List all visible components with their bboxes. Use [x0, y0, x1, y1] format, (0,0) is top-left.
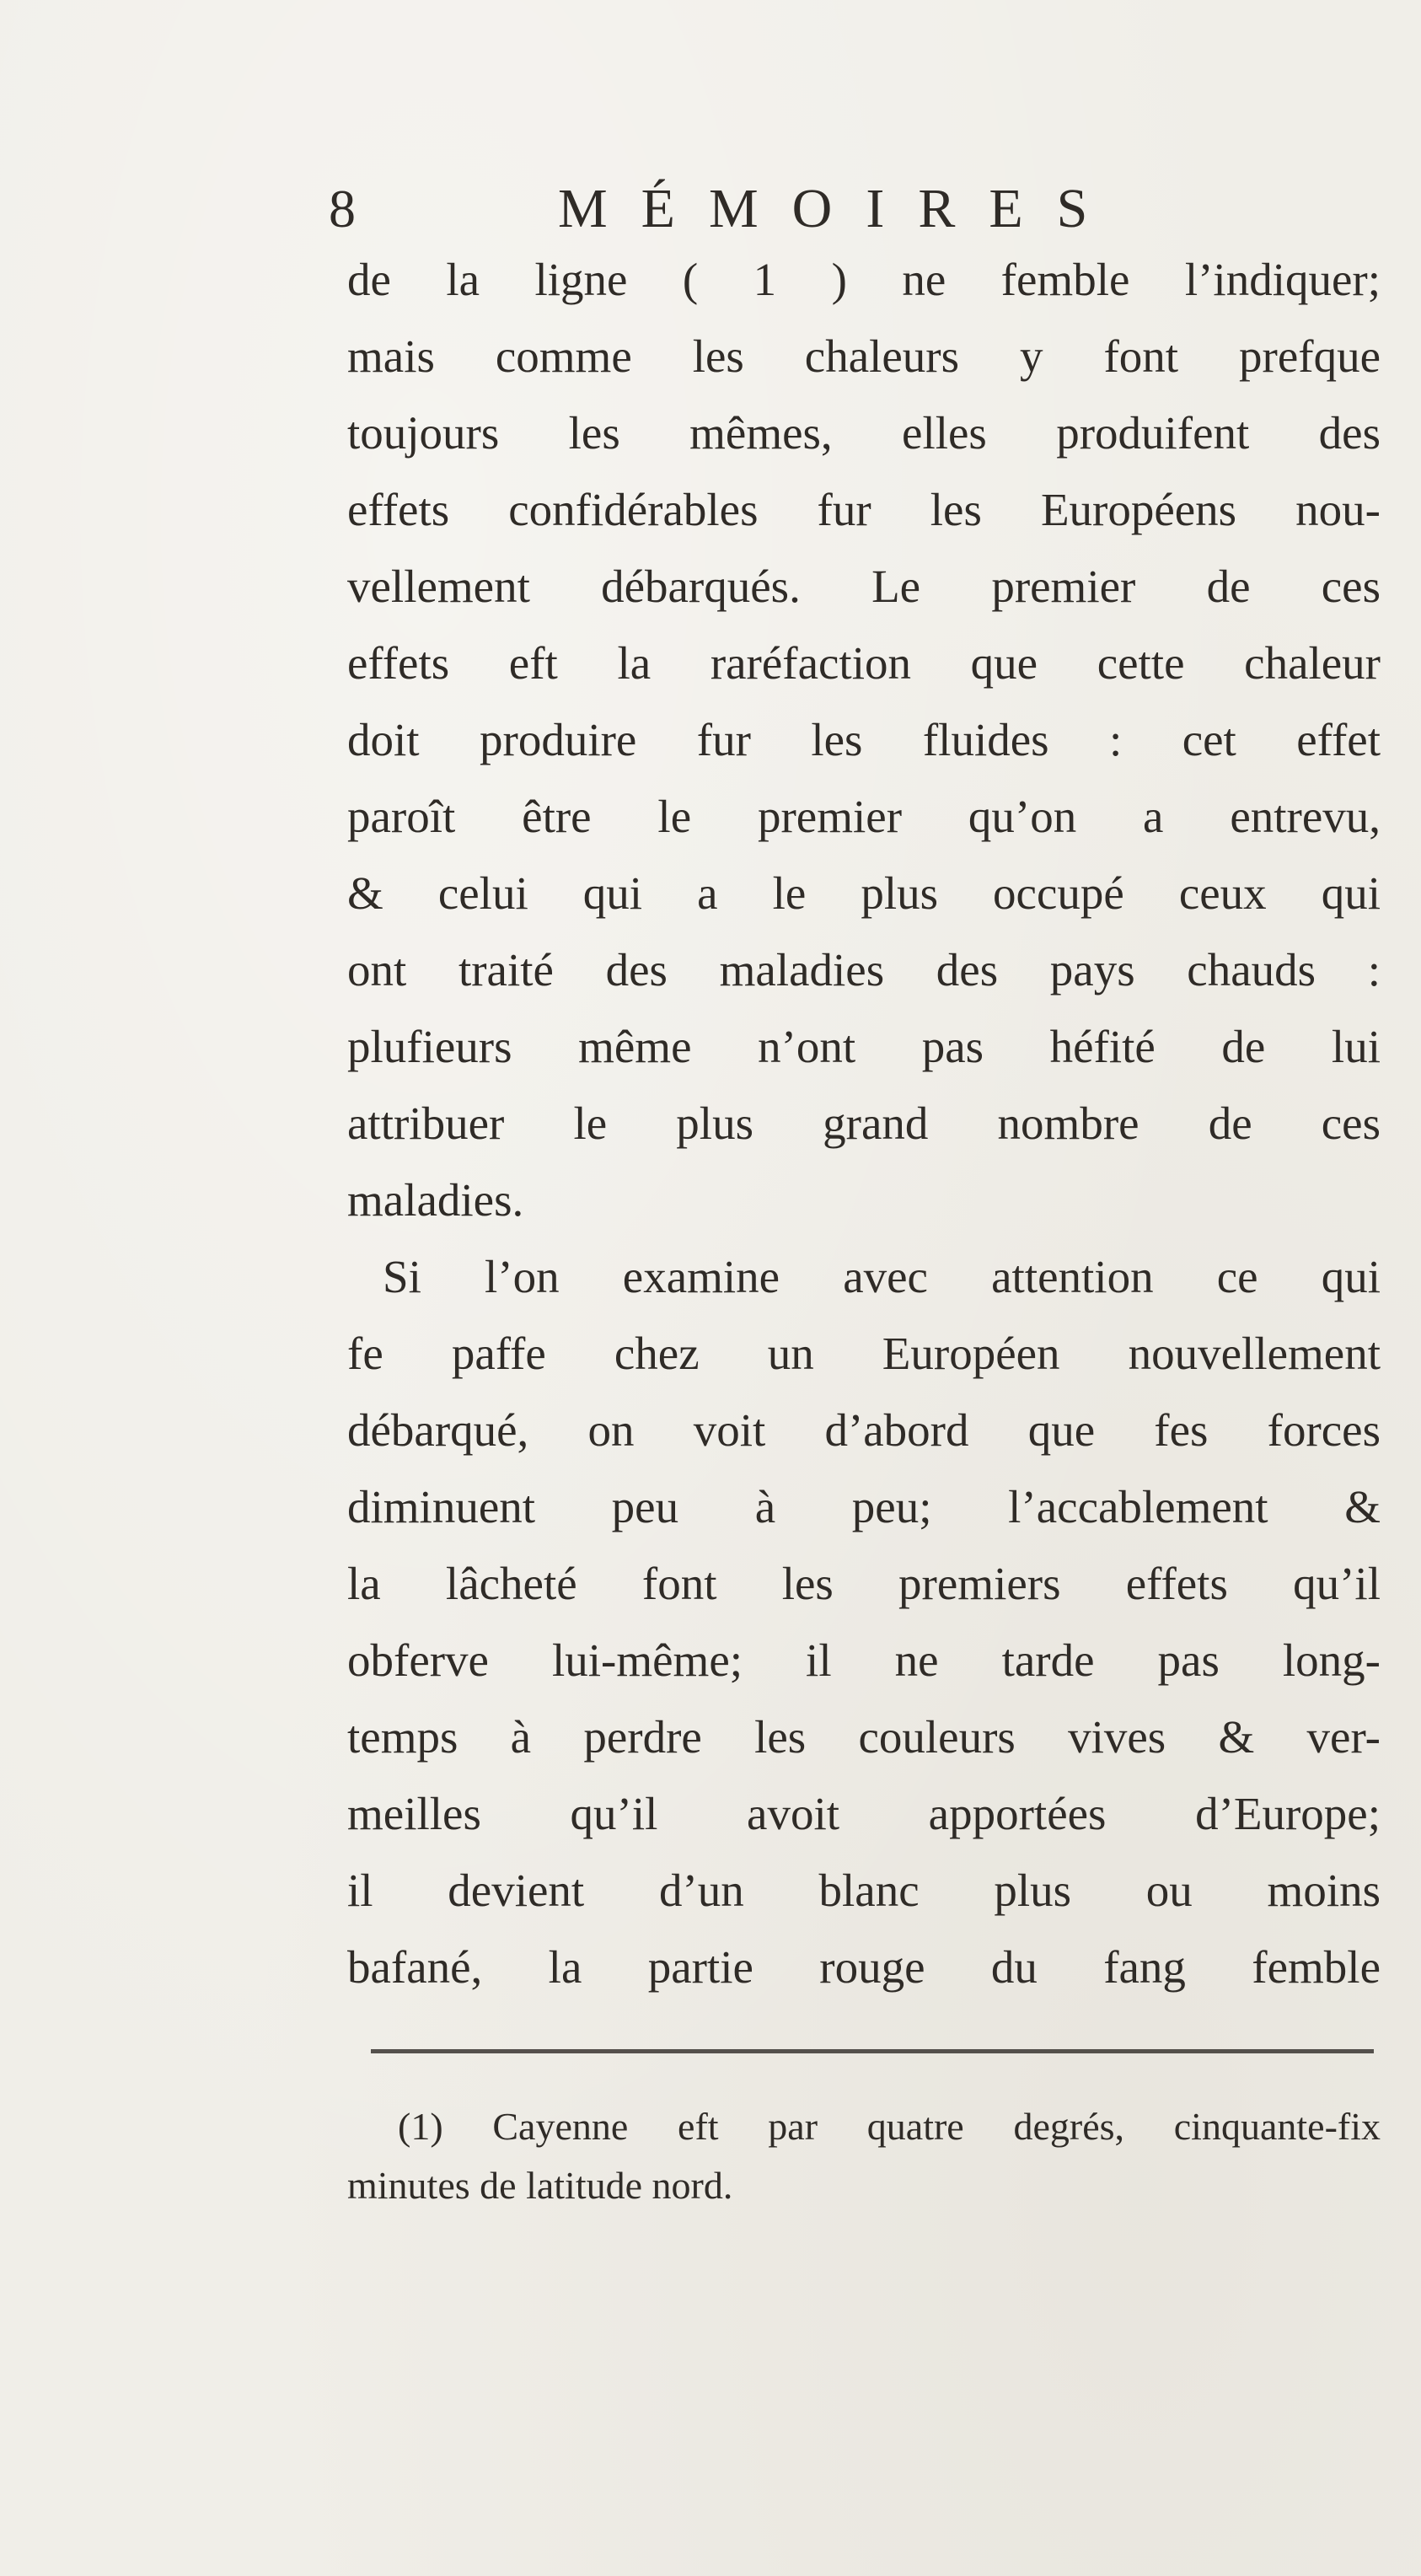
- text-line: doit produire fur les fluides : cet effet: [347, 714, 1381, 765]
- text-line: de la ligne ( 1 ) ne femble l’indiquer;: [347, 254, 1381, 305]
- text-line: effets eft la raréfaction que cette chaleur: [347, 637, 1381, 689]
- text-line: meilles qu’il avoit apportées d’Europe;: [347, 1788, 1381, 1839]
- text-line: mais comme les chaleurs y font prefque: [347, 330, 1381, 382]
- running-head: [329, 175, 1138, 243]
- footnote-line: minutes de latitude nord.: [347, 2164, 733, 2207]
- text-line: débarqué, on voit d’abord que fes forces: [347, 1404, 1381, 1456]
- text-line: plufieurs même n’ont pas héfité de lui: [347, 1021, 1381, 1072]
- footnote: [347, 2097, 1381, 2215]
- running-title: MÉMOIRES: [558, 178, 1122, 239]
- page-number: 8: [329, 179, 356, 239]
- text-line: maladies.: [347, 1174, 524, 1226]
- footnote-line: (1) Cayenne eft par quatre degrés, cinquante-fix: [398, 2105, 1381, 2148]
- text-line: obferve lui-même; il ne tarde pas long-: [347, 1634, 1381, 1686]
- text-line: effets confidérables fur les Européens nou-: [347, 484, 1381, 535]
- text-line: il devient d’un blanc plus ou moins: [347, 1865, 1381, 1916]
- footnote-rule: [371, 2049, 1374, 2053]
- text-line: & celui qui a le plus occupé ceux qui: [347, 867, 1381, 919]
- text-line: vellement débarqués. Le premier de ces: [347, 561, 1381, 612]
- text-line: Si l’on examine avec attention ce qui: [383, 1251, 1381, 1302]
- text-line: ont traité des maladies des pays chauds :: [347, 944, 1381, 996]
- text-line: toujours les mêmes, elles produifent des: [347, 407, 1381, 459]
- text-line: diminuent peu à peu; l’accablement &: [347, 1481, 1381, 1532]
- text-line: attribuer le plus grand nombre de ces: [347, 1097, 1381, 1149]
- text-line: paroît être le premier qu’on a entrevu,: [347, 791, 1381, 842]
- text-line: temps à perdre les couleurs vives & ver-: [347, 1711, 1381, 1763]
- text-line: bafané, la partie rouge du fang femble: [347, 1941, 1381, 1993]
- text-line: fe paffe chez un Européen nouvellement: [347, 1328, 1381, 1379]
- body-text: [347, 241, 1381, 2005]
- text-line: la lâcheté font les premiers effets qu’il: [347, 1558, 1381, 1609]
